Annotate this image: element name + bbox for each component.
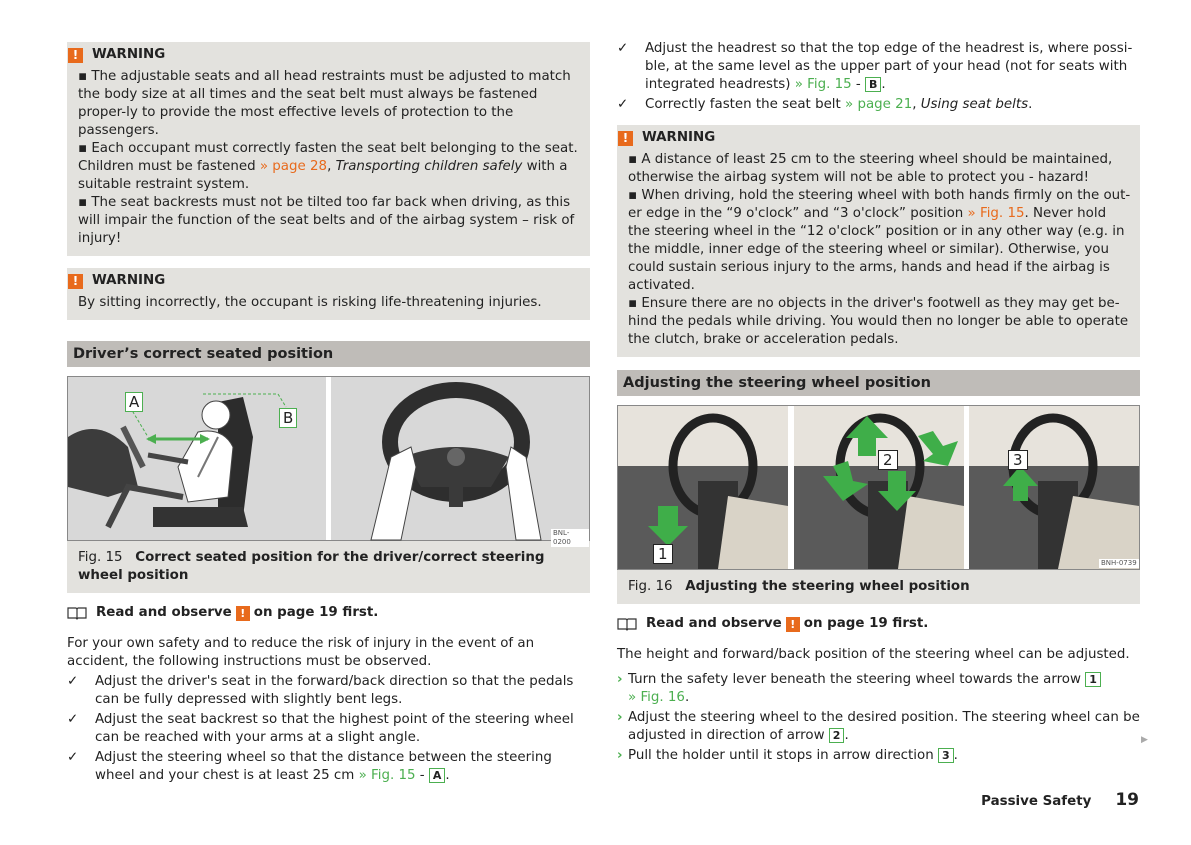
figure-link[interactable]: » Fig. 15 (967, 206, 1025, 221)
step-arrow-icon: › (617, 748, 623, 763)
figure-label-a: A (125, 392, 143, 412)
checklist-item: ✓ Adjust the driver's seat in the forward/back direction so that the pedals can be fully depressed with slightly bent legs. (67, 674, 574, 707)
warning-icon: ! (68, 48, 83, 63)
key-label: 2 (829, 728, 845, 743)
checklist-item: ✓ Adjust the steering wheel so that the distance between the steering wheel and your chest is at least 25 cm » Fig. 15 - A . (67, 750, 552, 783)
warning-box-seats (67, 42, 590, 256)
step-item: › Pull the holder until it stops in arrow direction 3 . (617, 748, 958, 763)
warning-para: ▪ A distance of least 25 cm to the steering wheel should be maintained, otherwise the airbag system will not be able to protect you - hazard! (628, 152, 1113, 185)
warning-para: ▪ Each occupant must correctly fasten the seat belt belonging to the seat. Children must be fastened » page 28, Transporting children safely with a suitable restraint system. (78, 141, 578, 192)
steering-wheel-illustration (331, 377, 589, 540)
warning-para: ▪ Ensure there are no objects in the driver's footwell as they may get be-hind the pedals while driving. You would then no longer be able to operate the clutch, brake or acceleration pedals. (628, 296, 1129, 347)
photo-3 (969, 406, 1139, 569)
next-page-arrow-icon[interactable]: ▶ (1141, 735, 1148, 745)
check-icon: ✓ (67, 674, 79, 689)
intro-text: The height and forward/back position of the steering wheel can be adjusted. (617, 647, 1130, 662)
book-icon (67, 606, 87, 620)
photo-2 (794, 406, 964, 569)
warning-icon[interactable]: ! (786, 617, 800, 632)
steering-adjust-photos (618, 406, 1139, 569)
arrow-label-1: 1 (653, 544, 673, 564)
warning-heading: ! WARNING (68, 46, 581, 64)
step-item: › Turn the safety lever beneath the steering wheel towards the arrow 1 » Fig. 16. (617, 671, 1140, 707)
step-arrow-icon: › (617, 710, 623, 725)
warning-para: ▪ The adjustable seats and all head restraints must be adjusted to match the body size at all times and the seat belt must always be fastened proper-ly to provide the most effective levels of protection to the passengers. (78, 69, 571, 138)
page-number: 19 (1115, 790, 1139, 810)
figure-15 (67, 376, 590, 546)
figure-16 (617, 405, 1140, 570)
warning-icon[interactable]: ! (236, 606, 250, 621)
book-icon (617, 617, 637, 631)
figure-label-b: B (279, 408, 297, 428)
warning-box-driving (617, 125, 1140, 357)
step-item: › Adjust the steering wheel to the desired position. The steering wheel can be adjusted in direction of arrow 2 . (617, 710, 1140, 743)
warning-para: ▪ When driving, hold the steering wheel with both hands firmly on the out-er edge in the “9 o'clock” and “3 o'clock” position » Fig. 15. Never hold the steering wheel in the “12 o'clock” position or in any other way (e.g. in the middle, inner edge of the steering wheel or similar). Otherwise, you could sustain serious injury to the arms, hands and head if the airbag is activated. (628, 188, 1131, 293)
check-icon: ✓ (617, 97, 629, 112)
figure-code: BNL-0200 (551, 529, 589, 547)
checklist-item: ✓ Correctly fasten the seat belt » page 21, Using seat belts. (617, 97, 1033, 112)
warning-para: ▪ The seat backrests must not be tilted too far back when driving, as this will impair the function of the seat belts and of the airbag system – risk of injury! (78, 195, 575, 246)
figure-caption: Fig. 16 Adjusting the steering wheel position (617, 570, 1140, 604)
intro-text: For your own safety and to reduce the risk of injury in the event of an accident, the following instructions must be observed. (67, 636, 535, 669)
warning-text: By sitting incorrectly, the occupant is risking life-threatening injuries. (78, 295, 542, 310)
warning-heading: ! WARNING (68, 272, 581, 290)
step-arrow-icon: › (617, 672, 623, 687)
check-icon: ✓ (67, 712, 79, 727)
figure-link[interactable]: » Fig. 15 (794, 77, 852, 92)
checklist-item: ✓ Adjust the seat backrest so that the highest point of the steering wheel can be reached with your arms at a slight angle. (67, 712, 574, 745)
figure-link[interactable]: » Fig. 15 (358, 768, 416, 783)
left-column (67, 42, 590, 785)
warning-box-sitting (67, 268, 590, 320)
key-label: 3 (938, 748, 954, 763)
arrow-label-3: 3 (1008, 450, 1028, 470)
read-observe-note: Read and observe ! on page 19 first. (617, 615, 1140, 633)
key-label: A (429, 768, 446, 783)
section-title: Driver’s correct seated position (67, 341, 590, 367)
key-label: B (865, 77, 881, 92)
read-observe-note: Read and observe ! on page 19 first. (67, 604, 590, 622)
footer-section-title: Passive Safety (981, 794, 1092, 809)
check-icon: ✓ (617, 41, 629, 56)
figure-code: BNH-0739 (1101, 559, 1137, 567)
seated-driver-illustration (68, 377, 326, 540)
warning-heading: ! WARNING (618, 129, 1131, 147)
figure-link[interactable]: » Fig. 16 (628, 690, 685, 705)
key-label: 1 (1085, 672, 1101, 687)
right-column (617, 40, 1140, 765)
page-link[interactable]: » page 28 (259, 159, 328, 174)
arrow-label-2: 2 (878, 450, 898, 470)
page-footer (981, 791, 1139, 811)
check-icon: ✓ (67, 750, 79, 765)
page-link[interactable]: » page 21 (845, 97, 913, 112)
section-title: Adjusting the steering wheel position (617, 370, 1140, 396)
figure-caption: Fig. 15 Correct seated position for the driver/correct steering wheel position (67, 541, 590, 593)
warning-icon: ! (618, 131, 633, 146)
checklist-item: ✓ Adjust the headrest so that the top edge of the headrest is, where possi-ble, at the same level as the upper part of your head (not for seats with integrated headrests) » Fig. 15 - B . (617, 41, 1133, 92)
warning-icon: ! (68, 274, 83, 289)
photo-1 (618, 406, 788, 569)
